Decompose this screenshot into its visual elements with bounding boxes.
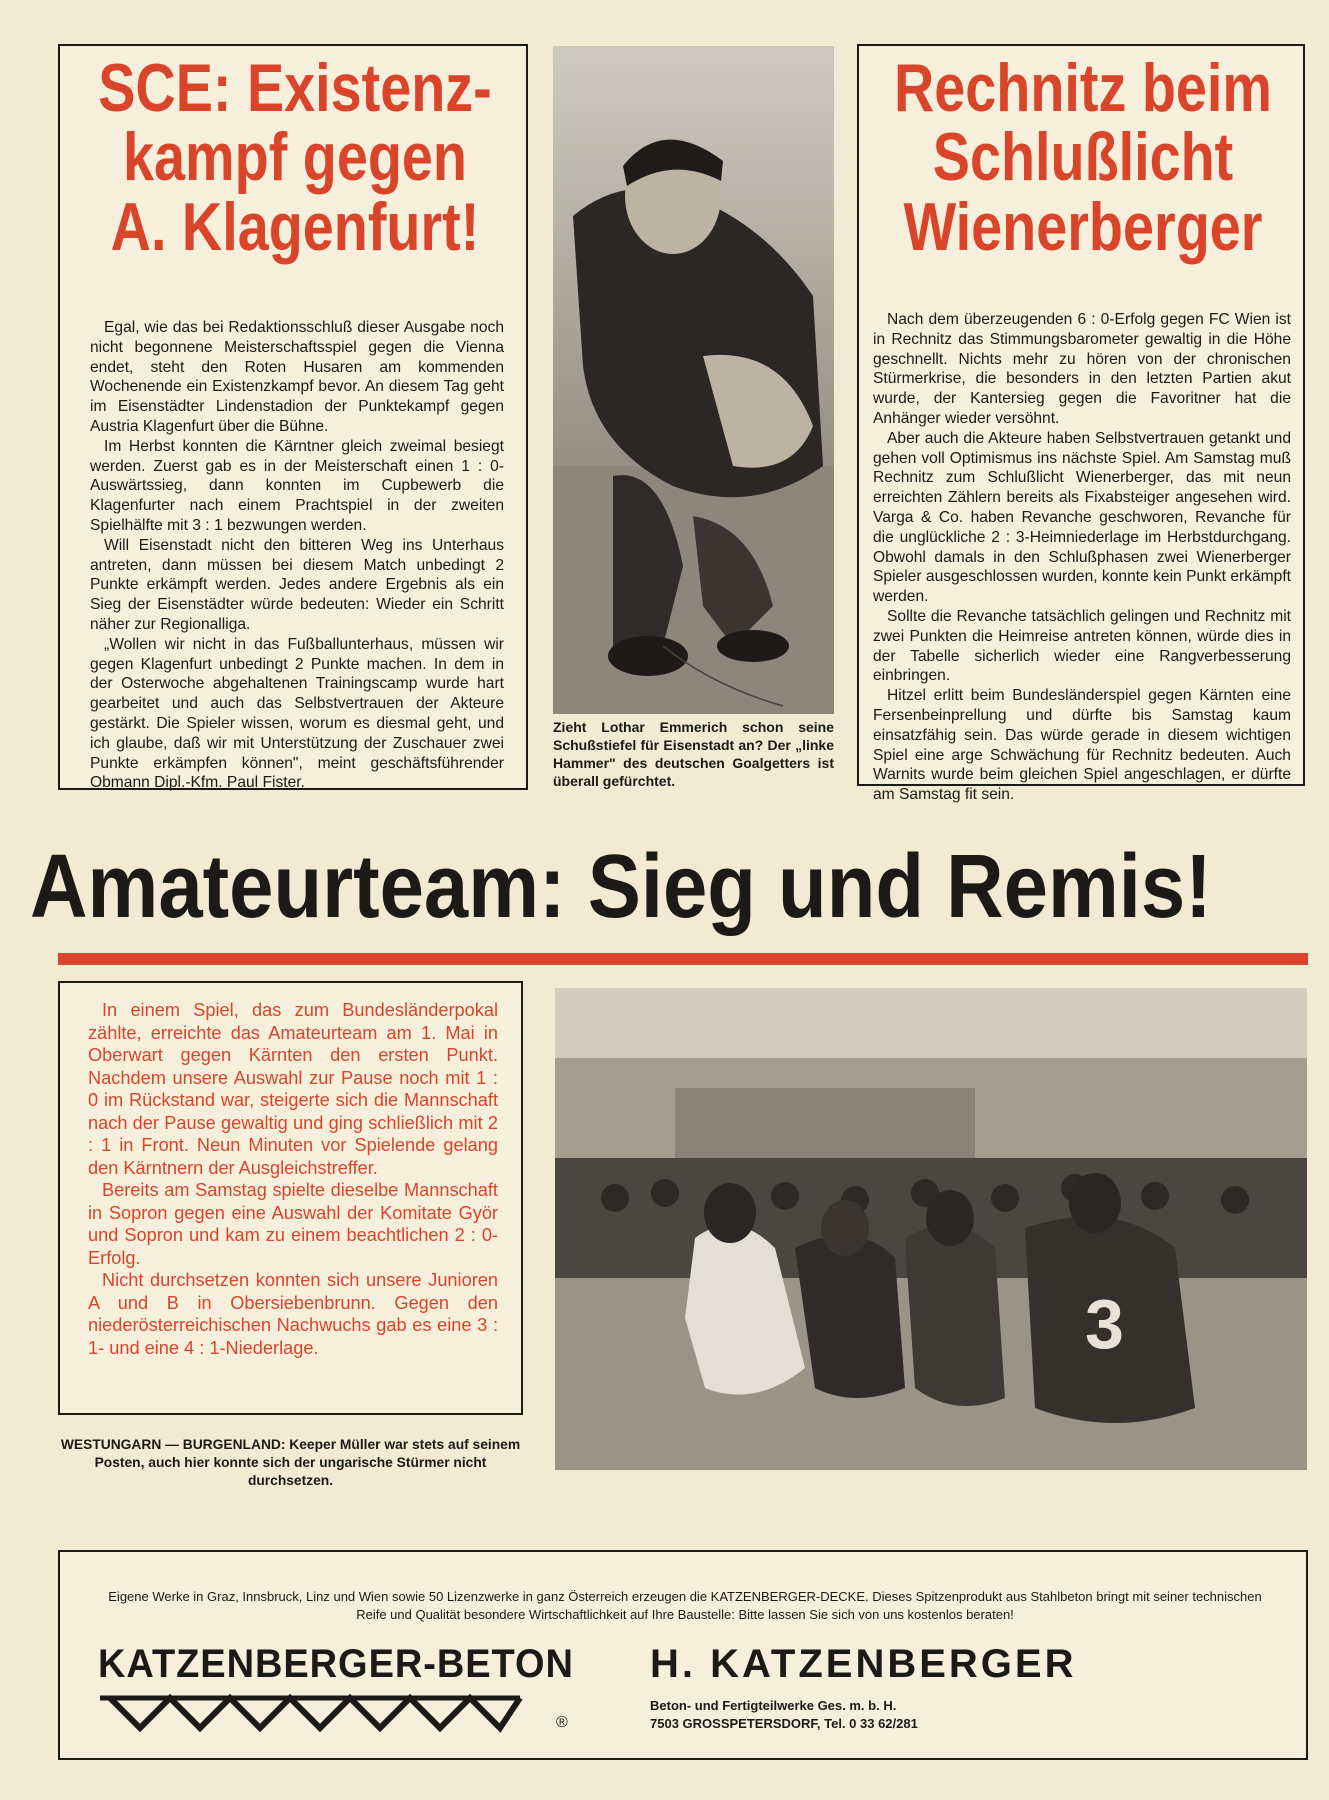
right-headline-line-3: Wienerberger — [903, 188, 1263, 265]
registered-mark: ® — [556, 1714, 568, 1731]
player-portrait-photo — [553, 46, 834, 714]
player-portrait-illustration — [553, 46, 834, 714]
right-article-headline — [839, 50, 1327, 265]
right-headline-line-2: Schlußlicht — [932, 119, 1234, 196]
amateur-article-box — [58, 981, 523, 1415]
left-article-body — [90, 318, 504, 793]
left-paragraph: Will Eisenstadt nicht den bitteren Weg ins Unterhaus antreten, dann müssen bei diesem Match unbedingt 2 Punkte erkämpft werden. Jedes andere Ergebnis als ein Sieg der Eisenstädter würde bedeuten: Wieder ein Schritt näher zur Regionalliga. — [90, 536, 504, 633]
main-headline: Amateurteam: Sieg und Remis! — [30, 837, 1212, 937]
match-caption: WESTUNGARN — BURGENLAND: Keeper Müller war stets auf seinem Posten, auch hier konnte sich der ungarische Stürmer nicht durchsetzen. — [60, 1437, 521, 1488]
katzenberger-truss-logo — [100, 1692, 540, 1736]
left-headline-line-1: SCE: Existenz- — [98, 50, 492, 126]
left-article-headline — [40, 50, 550, 265]
right-headline-line-1: Rechnitz beim — [894, 50, 1272, 126]
left-headline-line-3: A. Klagenfurt! — [110, 188, 480, 265]
advert-box — [58, 1550, 1308, 1760]
company-line-2: 7503 GROSSPETERSDORF, Tel. 0 33 62/281 — [650, 1716, 918, 1731]
brand-left: KATZENBERGER-BETON — [98, 1642, 574, 1686]
amateur-paragraph: Bereits am Samstag spielte dieselbe Mannschaft in Sopron gegen eine Auswahl der Komitate Györ und Sopron und kam zu einem beachtlichen 2 : 0-Erfolg. — [88, 1180, 498, 1268]
match-photo — [555, 988, 1307, 1470]
left-paragraph: Im Herbst konnten die Kärntner gleich zweimal besiegt werden. Zuerst gab es in der Meisterschaft einen 1 : 0-Auswärtssieg, dann konnten im Cupbewerb die Klagenfurter nach einem Prachtspiel in der zweiten Spielhälfte mit 3 : 1 bezwungen werden. — [90, 437, 504, 534]
left-paragraph: „Wollen wir nicht in das Fußballunterhaus, müssen wir gegen Klagenfurt unbedingt 2 Punkte machen. In dem in der Osterwoche abgehaltenen Trainingscamp wurde hart gearbeitet und auch das Selbstvertrauen der Akteure gestärkt. Die Spieler wissen, worum es diesmal geht, und ich glaube, daß wir mit Unterstützung der Zuschauer zwei Punkte erkämpfen können", meint geschäftsführender Obmann Dipl.-Kfm. Paul Fister. — [90, 635, 504, 792]
right-paragraph: Aber auch die Akteure haben Selbstvertrauen getankt und gehen voll Optimismus ins nächste Spiel. Am Samstag muß Rechnitz zum Schlußlicht Wienerberger, das mit neun erreichten Zählern bereits als Fixabsteiger angesehen wird. Varga & Co. haben Revanche geschworen, Revanche für die unglückliche 2 : 3-Heimniederlage im Herbstdurchgang. Obwohl damals in den Schlußphasen zwei Wienerberger Spieler ausgeschlossen wurden, konnte kein Punkt erkämpft werden. — [873, 429, 1291, 606]
amateur-paragraph: In einem Spiel, das zum Bundesländerpokal zählte, erreichte das Amateurteam am 1. Mai in Oberwart gegen Kärnten den ersten Punkt. Nachdem unsere Auswahl zur Pause noch mit 1 : 0 im Rückstand war, steigerte sich die Mannschaft nach der Pause gewaltig und ging schließlich mit 2 : 1 in Front. Neun Minuten vor Spielende gelang den Kärntnern der Ausgleichstreffer. — [88, 1000, 498, 1178]
right-paragraph: Hitzel erlitt beim Bundesländerspiel gegen Kärnten eine Fersenbeinprellung und dürfte bis Samstag kaum einsatzfähig sein. Das würde gerade in diesem wichtigen Spiel eine arge Schwächung für Rechnitz bedeuten. Auch Warnits wurde beim gleichen Spiel angeschlagen, er dürfte am Samstag fit sein. — [873, 687, 1291, 804]
jersey-number: 3 — [1085, 1285, 1124, 1363]
brand-right: H. KATZENBERGER — [650, 1642, 1077, 1686]
left-headline-line-2: kampf gegen — [123, 119, 467, 196]
left-paragraph: Egal, wie das bei Redaktionsschluß dieser Ausgabe noch nicht begonnene Meisterschaftsspiel gegen die Vienna endet, steht den Roten Husaren am kommenden Wochenende ein Existenzkampf bevor. An diesem Tag geht im Eisenstädter Lindenstadion der Punktekampf gegen Austria Klagenfurt über die Bühne. — [90, 319, 504, 435]
amateur-article-body — [88, 999, 498, 1359]
right-paragraph: Sollte die Revanche tatsächlich gelingen und Rechnitz mit zwei Punkten die Heimreise antreten können, würde dies in der Tabelle sicherlich wieder eine Rangverbesserung einbringen. — [873, 607, 1291, 685]
right-paragraph: Nach dem überzeugenden 6 : 0-Erfolg gegen FC Wien ist in Rechnitz das Stimmungsbarometer gewaltig in die Höhe geschnellt. Nichts mehr zu hören von der chronischen Stürmerkrise, die besonders in den letzten Partien akut wurde, der Kantersieg gegen die Favoritner hat die Anhänger wieder versöhnt. — [873, 311, 1291, 427]
right-article-box — [857, 44, 1305, 804]
amateur-paragraph: Nicht durchsetzen konnten sich unsere Junioren A und B in Obersiebenbrunn. Gegen den niederösterreichischen Nachwuchs gab es eine 3 : 1- und eine 4 : 1-Niederlage. — [88, 1270, 498, 1358]
company-line-1: Beton- und Fertigteilwerke Ges. m. b. H. — [650, 1698, 897, 1713]
advert-text: Eigene Werke in Graz, Innsbruck, Linz und Wien sowie 50 Lizenzwerke in ganz Österreich erzeugen die KATZENBERGER-DECKE. Dieses Spitzenprodukt aus Stahlbeton bringt mit seiner technischen Reife und Qualität besondere Wirtschaftlichkeit auf Ihre Baustelle: Bitte lassen Sie sich von uns kostenlos beraten! — [108, 1589, 1262, 1622]
headline-red-rule — [58, 953, 1308, 965]
left-article-box — [58, 44, 528, 790]
match-photo-illustration — [555, 988, 1307, 1470]
right-article-body — [873, 310, 1291, 805]
portrait-caption: Zieht Lothar Emmerich schon seine Schußstiefel für Eisenstadt an? Der „linke Hammer" des deutschen Goalgetters ist überall gefürchtet. — [553, 719, 834, 789]
